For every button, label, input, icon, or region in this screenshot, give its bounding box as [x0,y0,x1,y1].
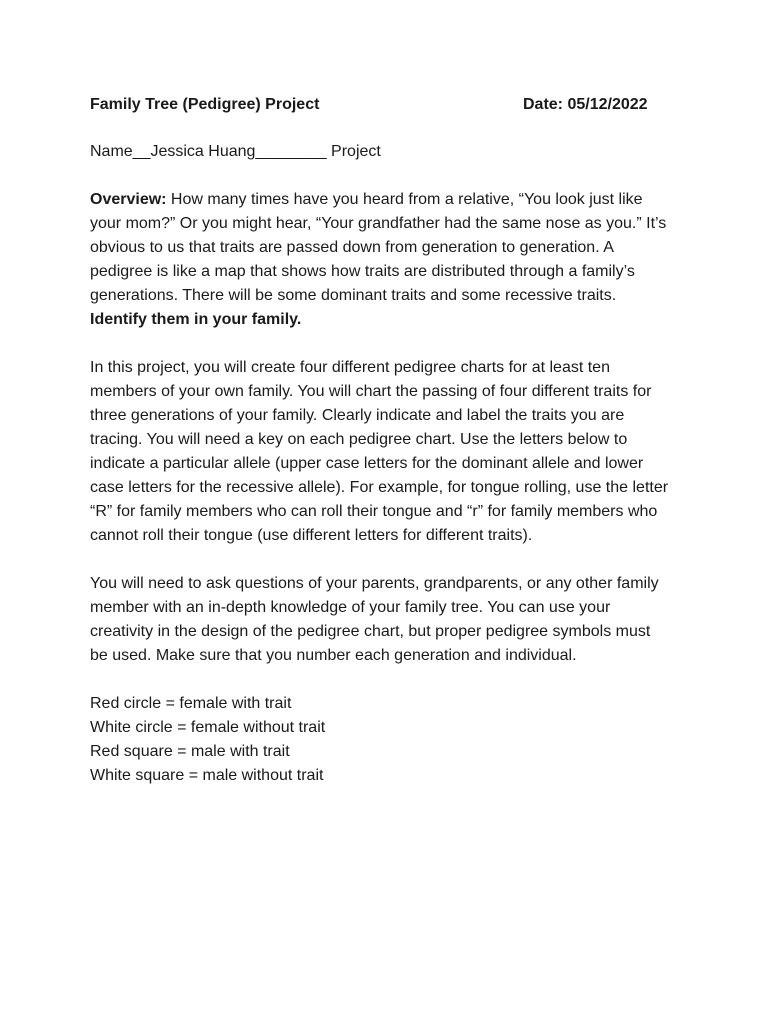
overview-emphasis: Identify them in your family. [90,311,302,328]
instructions-paragraph: You will need to ask questions of your parents, grandparents, or any other family member with an in-depth knowledge of your family tree. You can use your creativity in the design of the pedigree chart, but proper pedigree symbols must be used. Make sure that you number each generation and individual. [90,575,659,664]
overview-label: Overview: [90,191,167,208]
key-item-red-circle: Red circle = female with trait [90,695,292,712]
overview-text: How many times have you heard from a relative, “You look just like your mom?” Or you might hear, “Your grandfather had the same nose as you.” It’s obvious to us that traits are passed down from generation to generation. A pedigree is like a map that shows how traits are distributed through a family’s generations. There will be some dominant traits and some recessive traits. [90,191,667,304]
document-title: Family Tree (Pedigree) Project [90,96,320,113]
symbol-key-list [90,692,670,788]
key-item-white-circle: White circle = female without trait [90,719,326,736]
document-header [90,93,670,117]
student-name-line: Name__Jessica Huang________ Project [90,143,381,160]
overview-paragraph [90,188,670,332]
document-date: Date: 05/12/2022 [523,96,648,113]
key-item-white-square: White square = male without trait [90,767,324,784]
project-description-paragraph: In this project, you will create four different pedigree charts for at least ten members of your own family. You will chart the passing of four different traits for three generations of your family. Clearly indicate and label the traits you are tracing. You will need a key on each pedigree chart. Use the letters below to indicate a particular allele (upper case letters for the dominant allele and lower case letters for the recessive allele). For example, for tongue rolling, use the letter “R” for family members who can roll their tongue and “r” for family members who cannot roll their tongue (use different letters for different traits). [90,359,669,544]
key-item-red-square: Red square = male with trait [90,743,290,760]
document-page [90,93,670,788]
